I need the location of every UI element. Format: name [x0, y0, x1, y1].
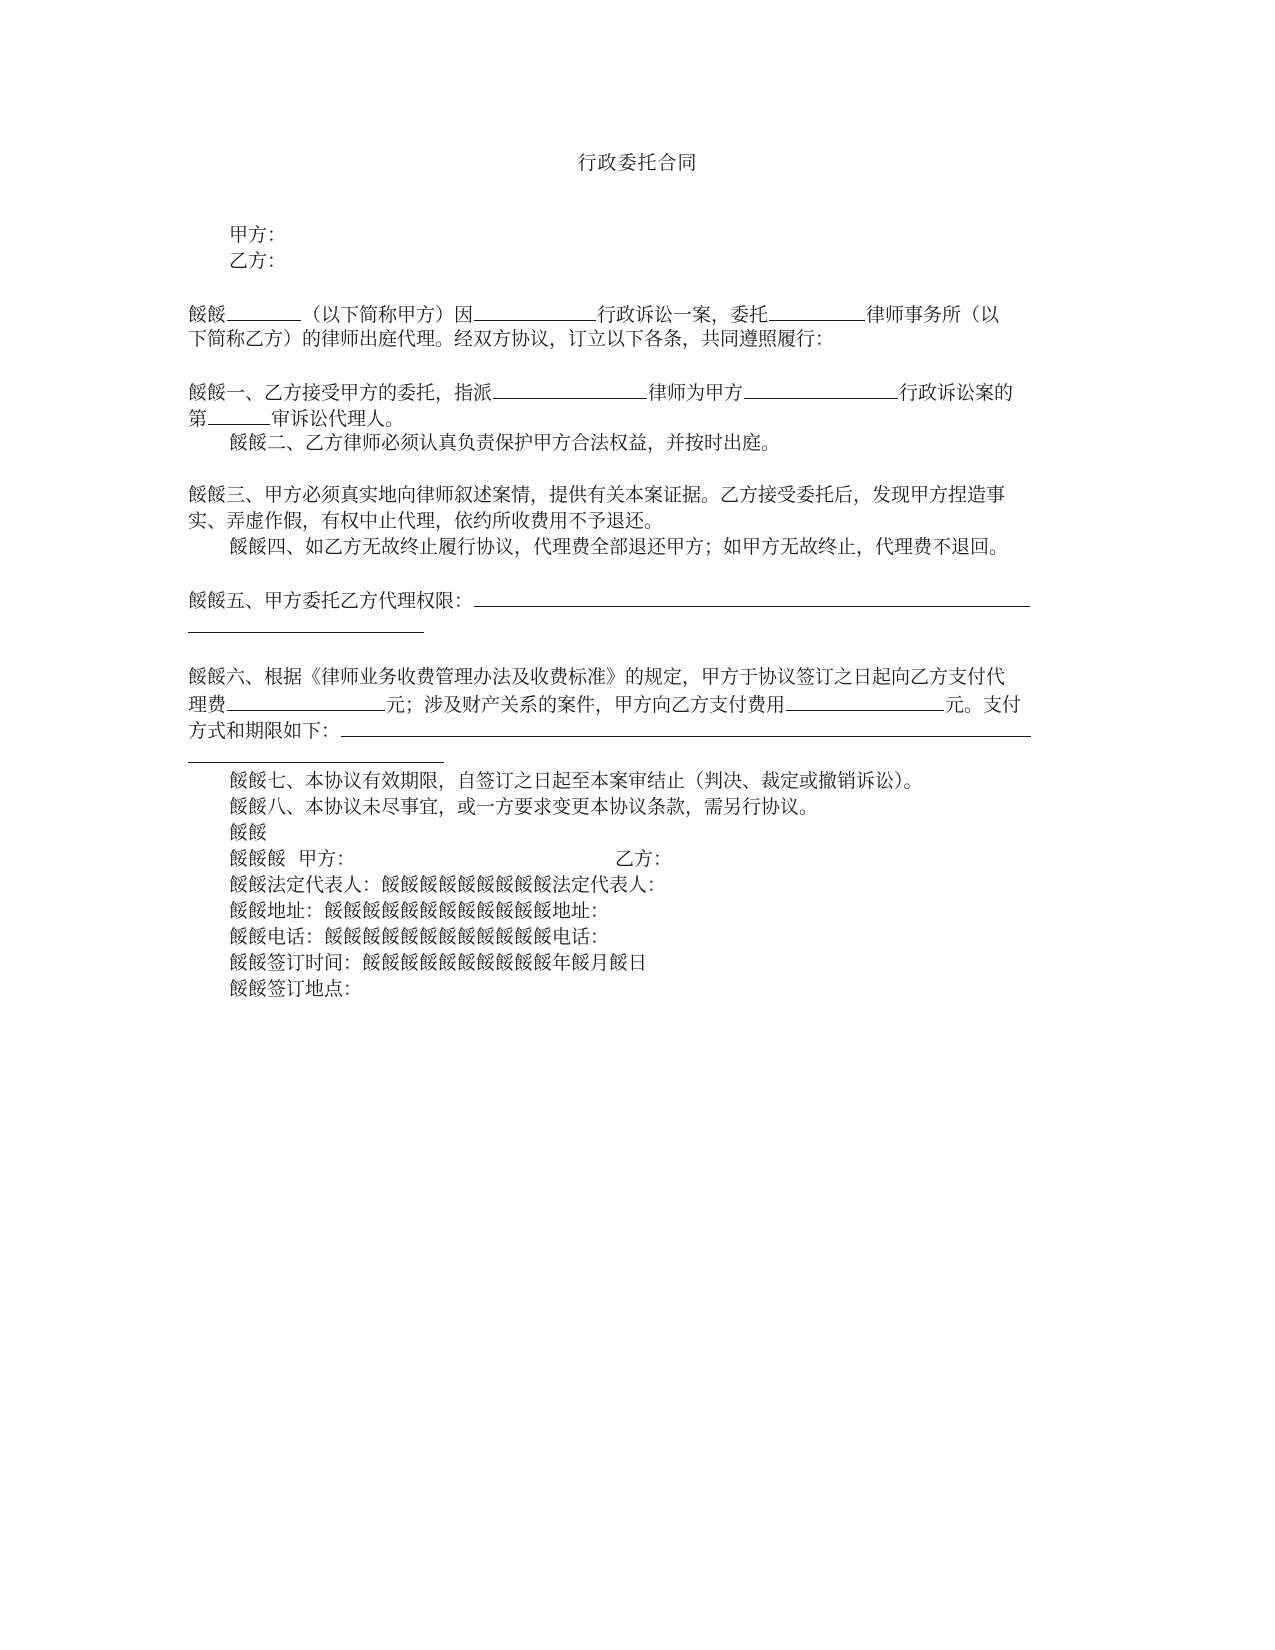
clause-1-line-2 — [188, 404, 1088, 432]
clause-6-text-2: 元；涉及财产关系的案件，甲方向乙方支付费用 — [386, 694, 786, 716]
clause-6-line-3 — [188, 716, 1088, 744]
blank-law-firm — [769, 300, 865, 321]
blank-authority-1 — [474, 586, 1030, 607]
clause-6-line-1: 餒餒六、根据《律师业务收费管理办法及收费标准》的规定，甲方于协议签订之日起向乙方支付代 — [188, 666, 1006, 688]
clause-6-text-4: 方式和期限如下： — [188, 720, 341, 742]
blank-case-name — [744, 378, 898, 399]
clause-7: 餒餒七、本协议有效期限，自签订之日起至本案审结止（判决、裁定或撤销诉讼）。 — [229, 770, 923, 792]
clause-1-line-1 — [188, 378, 1088, 406]
signature-row-place: 餒餒签订地点： — [229, 978, 363, 1000]
clause-5-line-2 — [188, 612, 1088, 640]
signature-row-representative: 餒餒法定代表人：餒餒餒餒餒餒餒餒餒法定代表人： — [229, 874, 667, 896]
clause-5-line-1 — [188, 586, 1088, 614]
signature-row-phone: 餒餒电话：餒餒餒餒餒餒餒餒餒餒餒餒电话： — [229, 926, 610, 948]
clause-6-line-4 — [188, 742, 1088, 770]
blank-line: 餒餒 — [229, 822, 268, 844]
blank-agency-fee — [227, 690, 385, 711]
blank-instance — [208, 404, 270, 425]
blank-reason — [474, 300, 596, 321]
intro-line-2: 下简称乙方）的律师出庭代理。经双方协议，订立以下各条，共同遵照履行： — [188, 328, 835, 350]
party-a-label: 甲方： — [229, 224, 287, 246]
clause-4: 餒餒四、如乙方无故终止履行协议，代理费全部退还甲方；如甲方无故终止，代理费不退回。 — [229, 536, 1009, 558]
clause-3-line-1: 餒餒三、甲方必须真实地向律师叙述案情，提供有关本案证据。乙方接受委托后，发现甲方捏造事 — [188, 484, 1006, 506]
clause-3-line-2: 实、弄虚作假，有权中止代理，依约所收费用不予退还。 — [188, 510, 664, 532]
clause-6-text-3: 元。支付 — [945, 694, 1022, 716]
document-title: 行政委托合同 — [577, 152, 698, 174]
blank-authority-2 — [188, 612, 424, 633]
signature-party-b: 乙方： — [615, 848, 673, 870]
clause-8: 餒餒八、本协议未尽事宜，或一方要求变更本协议条款，需另行协议。 — [229, 796, 819, 818]
intro-text-3: 律师事务所（以 — [866, 304, 1000, 326]
clause-1-text-2: 律师为甲方 — [648, 382, 744, 404]
clause-6-line-2 — [188, 690, 1088, 718]
blank-party-a-name — [227, 300, 301, 321]
intro-prefix: 餒餒 — [188, 304, 227, 326]
blank-property-fee — [786, 690, 944, 711]
blank-payment-terms-2 — [188, 742, 444, 763]
signature-party-a: 餒餒餒 甲方： — [229, 848, 356, 870]
clause-2: 餒餒二、乙方律师必须认真负责保护甲方合法权益，并按时出庭。 — [229, 432, 781, 454]
intro-text-1: （以下简称甲方）因 — [302, 304, 474, 326]
intro-text-2: 行政诉讼一案，委托 — [597, 304, 769, 326]
clause-5-text: 餒餒五、甲方委托乙方代理权限： — [188, 590, 474, 612]
signature-row-address: 餒餒地址：餒餒餒餒餒餒餒餒餒餒餒餒地址： — [229, 900, 610, 922]
signature-row-parties — [229, 846, 1129, 872]
clause-6-text-1: 理费 — [188, 694, 227, 716]
clause-1-text-5: 审诉讼代理人。 — [271, 408, 405, 430]
clause-1-text-1: 餒餒一、乙方接受甲方的委托，指派 — [188, 382, 493, 404]
signature-row-date: 餒餒签订时间：餒餒餒餒餒餒餒餒餒餒年餒月餒日 — [229, 952, 648, 974]
clause-1-text-4: 第 — [188, 408, 208, 430]
blank-lawyer-name — [493, 378, 647, 399]
intro-line-1 — [188, 300, 1088, 328]
clause-1-text-3: 行政诉讼案的 — [899, 382, 1014, 404]
blank-payment-terms-1 — [341, 716, 1031, 737]
party-b-label: 乙方： — [229, 250, 287, 272]
